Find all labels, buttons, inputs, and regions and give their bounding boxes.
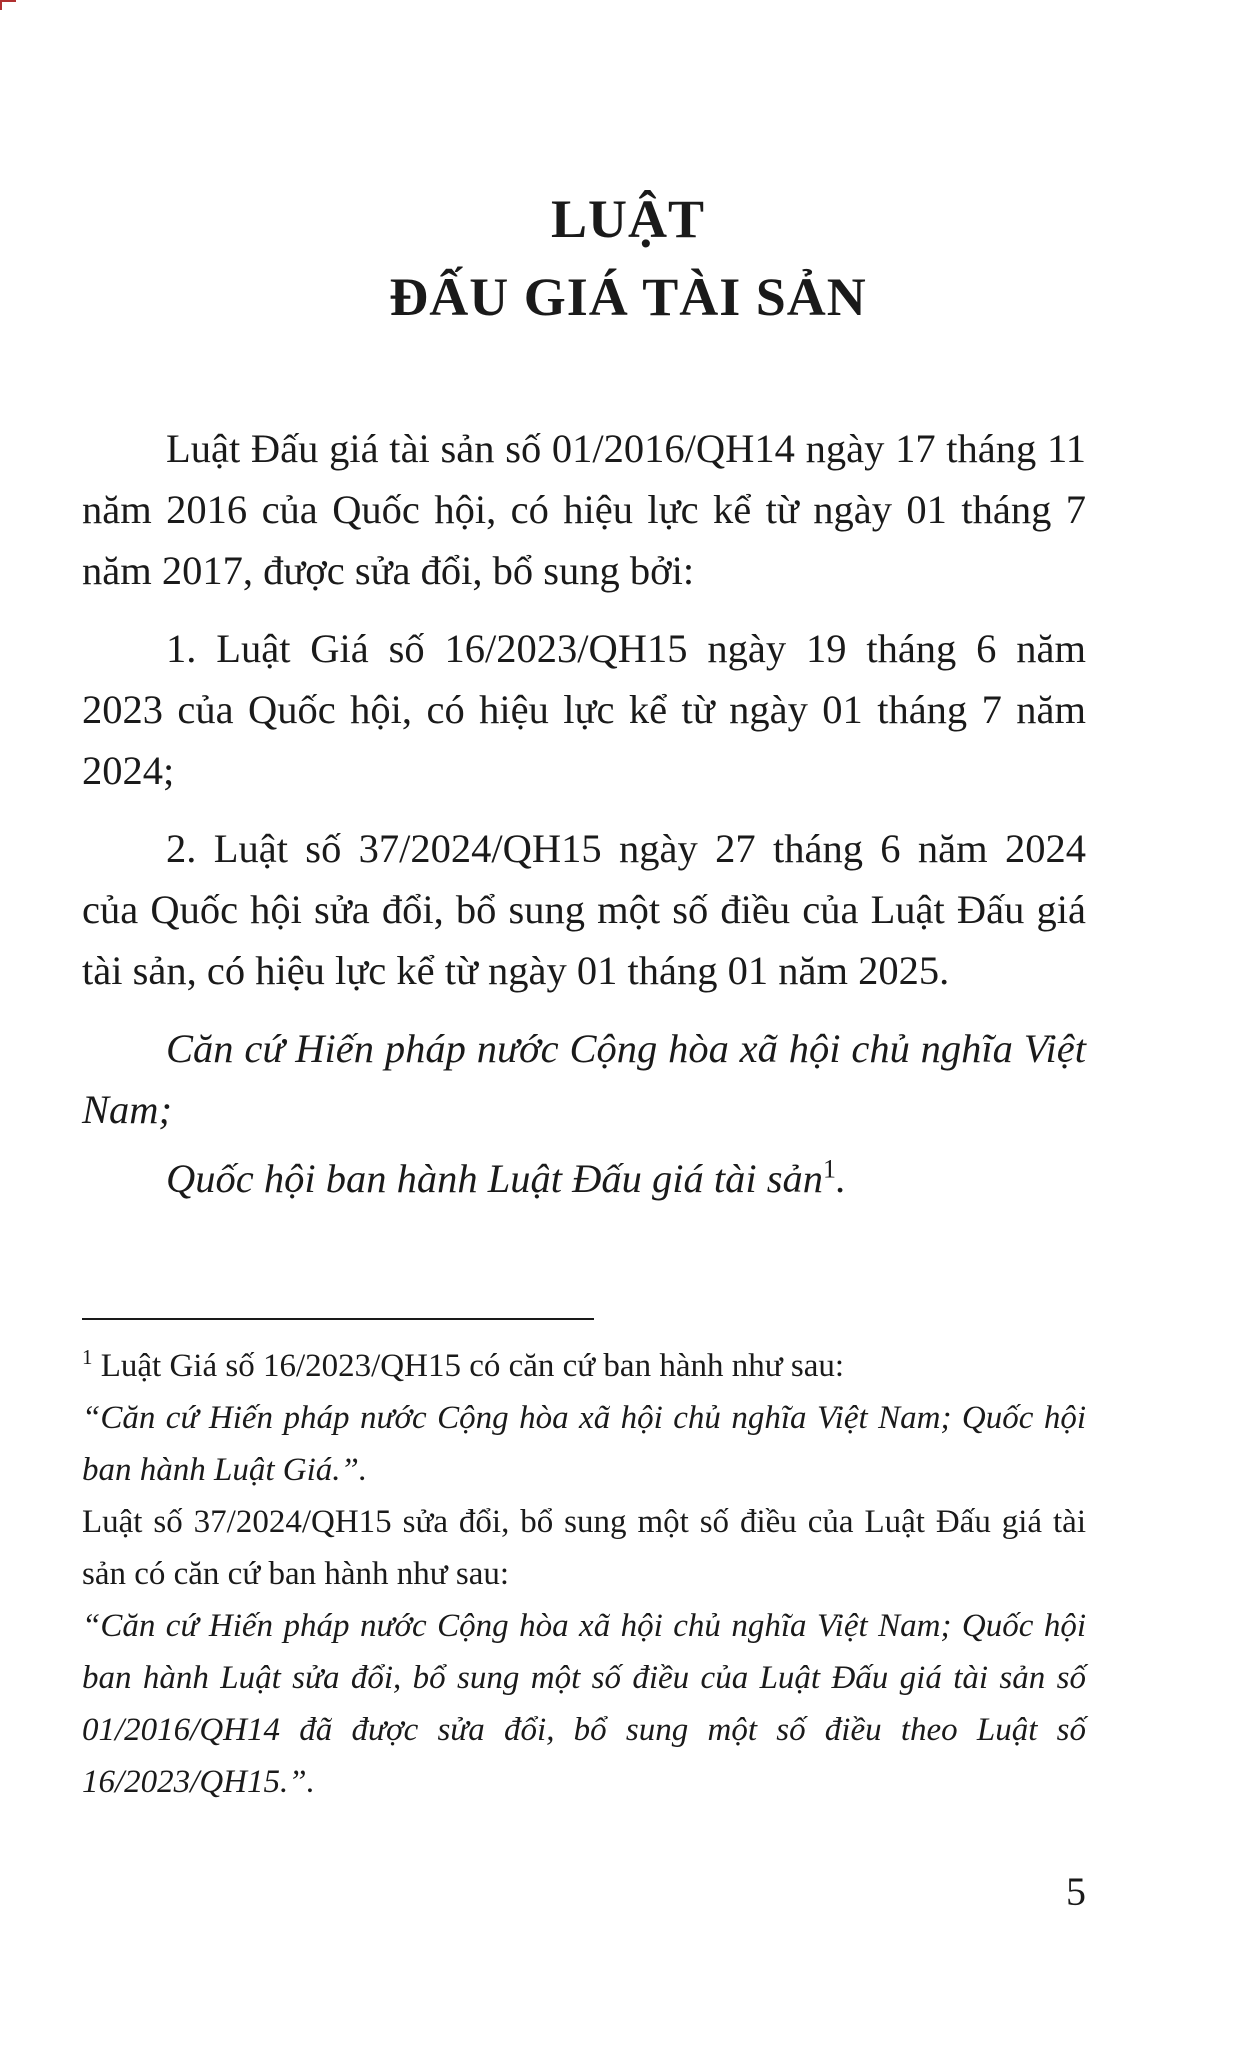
footnote-quote-2: “Căn cứ Hiến pháp nước Cộng hòa xã hội chủ nghĩa Việt Nam; Quốc hội ban hành Luật sửa đổi, bổ sung một số điều của Luật Đấu giá tài sản số 01/2016/QH14 đã được sửa đổi, bổ sung một số điều theo Luật số 16/2023/QH15.”. [82, 1608, 1086, 1800]
footnote-line-1-text: Luật Giá số 16/2023/QH15 có căn cứ ban hành như sau: [92, 1348, 845, 1384]
footnote-marker: 1 [82, 1345, 93, 1369]
intro-paragraph: Luật Đấu giá tài sản số 01/2016/QH14 ngày 17 tháng 11 năm 2016 của Quốc hội, có hiệu lực kể từ ngày 01 tháng 7 năm 2017, được sửa đổi, bổ sung bởi: [82, 426, 1086, 593]
footnote-line-1 [82, 1340, 1086, 1392]
footnote-quote-1: “Căn cứ Hiến pháp nước Cộng hòa xã hội chủ nghĩa Việt Nam; Quốc hội ban hành Luật Giá.”. [82, 1400, 1086, 1488]
document-title-line2: ĐẤU GIÁ TÀI SẢN [389, 267, 867, 327]
amendment-1-paragraph: 1. Luật Giá số 16/2023/QH15 ngày 19 tháng 6 năm 2023 của Quốc hội, có hiệu lực kể từ ngày 01 tháng 7 năm 2024; [82, 626, 1086, 793]
page-number: 5 [1066, 1869, 1086, 1914]
footnote-reference: 1 [823, 1154, 837, 1184]
corner-mark [0, 0, 16, 10]
document-title-line1: LUẬT [550, 189, 706, 249]
enactment-text: Quốc hội ban hành Luật Đấu giá tài sản [166, 1156, 824, 1201]
amendment-2-paragraph: 2. Luật số 37/2024/QH15 ngày 27 tháng 6 năm 2024 của Quốc hội sửa đổi, bổ sung một số điều của Luật Đấu giá tài sản, có hiệu lực kể từ ngày 01 tháng 01 năm 2025. [82, 826, 1086, 993]
footnote-divider [82, 1318, 594, 1320]
enactment-end: . [836, 1156, 847, 1201]
enactment-paragraph [82, 1148, 1086, 1209]
basis-paragraph: Căn cứ Hiến pháp nước Cộng hòa xã hội chủ nghĩa Việt Nam; [82, 1026, 1086, 1132]
footnote-line-2: Luật số 37/2024/QH15 sửa đổi, bổ sung một số điều của Luật Đấu giá tài sản có căn cứ ban hành như sau: [82, 1504, 1086, 1592]
